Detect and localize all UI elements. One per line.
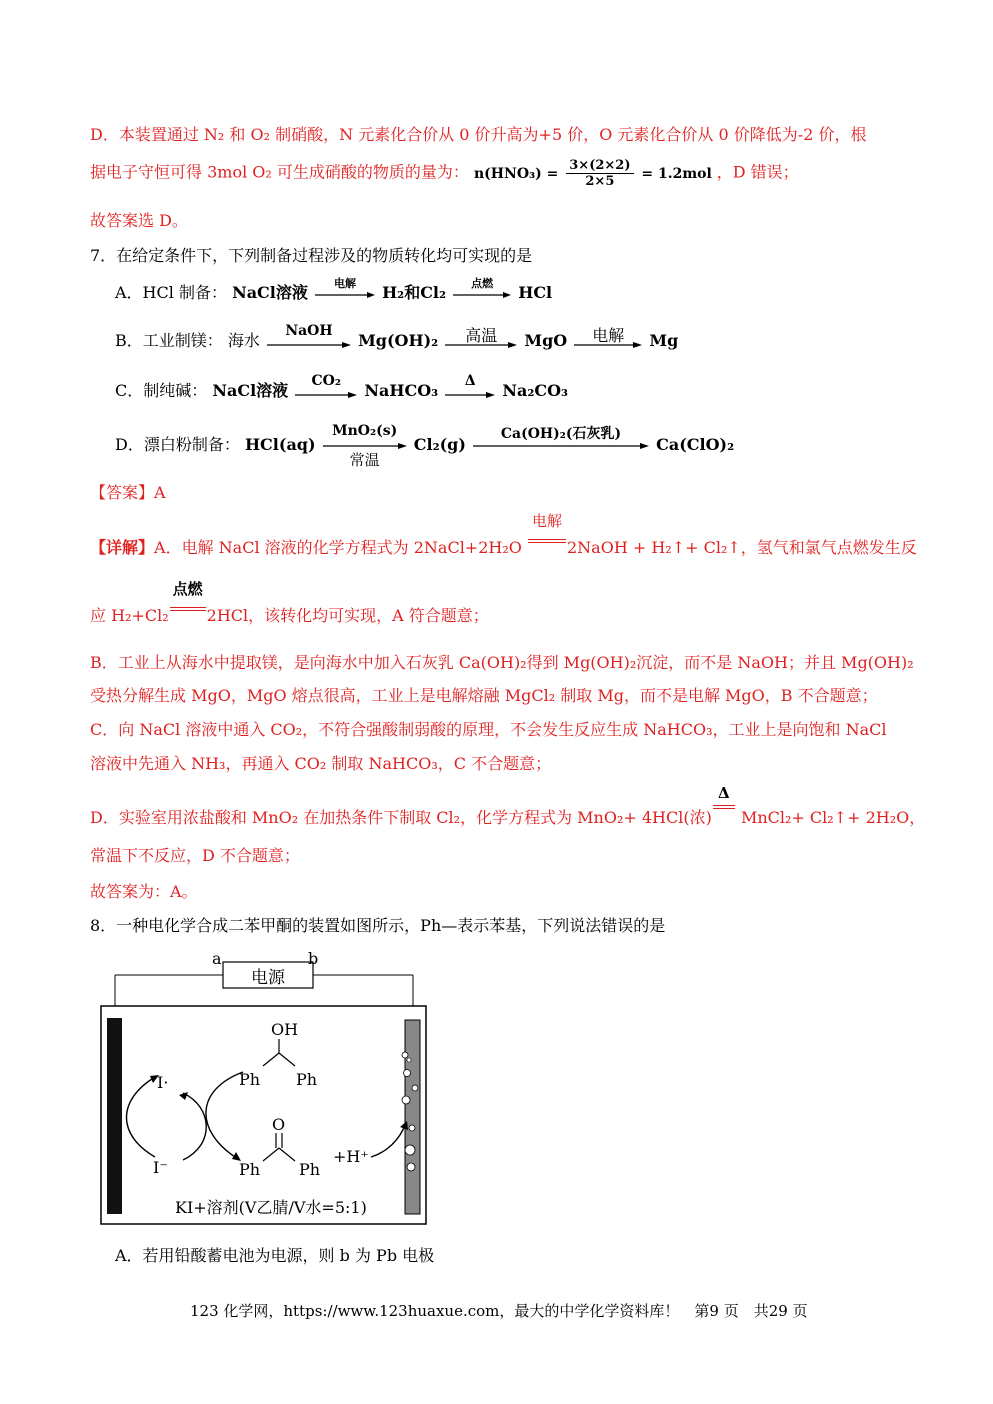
detail-text: MnCl₂+ Cl₂↑+ 2H₂O，	[735, 808, 926, 827]
detail-text: 2NaOH + H₂↑+ Cl₂↑，氢气和氯气点燃发生反	[566, 538, 917, 557]
q7-detail-c1: C．向 NaCl 溶液中通入 CO₂，不符合强酸制弱酸的原理，不会发生反应生成 NaHCO₃，工业上是向饱和 NaCl	[90, 720, 887, 739]
condition-text: Δ	[718, 784, 730, 802]
equal-line-top	[713, 805, 735, 806]
reaction-arrow	[574, 325, 642, 351]
electrolyte-label: KI+溶剂(V乙腈/V水=5:1)	[175, 1198, 367, 1217]
equation-condition	[528, 512, 566, 558]
q6-d-text: 据电子守恒可得 3mol O₂ 可生成硝酸的物质的量为：	[90, 162, 469, 182]
reaction-arrow	[453, 276, 511, 303]
species: HCl	[518, 283, 553, 302]
species: NaCl溶液	[212, 381, 289, 400]
fraction-denominator: 2×5	[585, 174, 615, 189]
q7-detail-d2: 常温下不反应，D 不合题意；	[90, 846, 300, 865]
arrow-condition: 电解	[333, 276, 356, 290]
equation-condition	[170, 580, 206, 626]
detail-text: A．电解 NaCl 溶液的化学方程式为 2NaCl+2H₂O	[154, 538, 522, 557]
condition-text: 点燃	[172, 580, 203, 598]
formula-lhs: n(HNO₃) =	[474, 165, 559, 182]
reaction-arrow	[267, 322, 351, 351]
species: H₂和Cl₂	[382, 283, 447, 302]
q7-detail-b2: 受热分解生成 MgO，MgO 熔点很高，工业上是电解熔融 MgCl₂ 制取 Mg，而不是电解 MgO，B 不合题意；	[90, 686, 878, 705]
q7-option-a	[115, 276, 553, 303]
hydroxyl-label: OH	[271, 1020, 299, 1039]
power-source-label: 电源	[251, 968, 285, 988]
formula-fraction	[566, 158, 633, 189]
arrow-condition: 点燃	[471, 276, 494, 290]
q7-option-b	[115, 322, 679, 351]
iodide-ion-label: I⁻	[153, 1158, 168, 1177]
arrow-condition: CO₂	[311, 372, 341, 389]
condition-text: 电解	[531, 512, 562, 530]
equal-line-bottom	[528, 542, 566, 543]
phenyl-label: Ph	[239, 1160, 261, 1179]
electrochemical-cell-diagram	[95, 945, 435, 1230]
q8-option-a: A．若用铅酸蓄电池为电源，则 b 为 Pb 电极	[115, 1246, 435, 1265]
reaction-arrow	[315, 276, 375, 303]
species: NaHCO₃	[364, 381, 439, 400]
arrow-condition: Ca(OH)₂(石灰乳)	[500, 425, 622, 442]
detail-text: 应 H₂+Cl₂	[90, 606, 169, 625]
q7-option-d	[115, 422, 735, 469]
equation-condition	[713, 784, 735, 828]
option-label: C．制纯碱：	[115, 381, 208, 400]
formula-rhs: = 1.2mol	[641, 165, 712, 182]
detail-text: D．实验室用浓盐酸和 MnO₂ 在加热条件下制取 Cl₂，化学方程式为 MnO₂+ 4HCl(浓)	[90, 808, 712, 827]
species: Mg	[649, 331, 679, 350]
q6-d-line2	[90, 158, 799, 189]
equal-line-top	[170, 607, 206, 608]
q6-d-tail: ，D 错误；	[716, 162, 799, 182]
q7-conclusion: 故答案为：A。	[90, 882, 198, 901]
option-label: D．漂白粉制备：	[115, 435, 240, 454]
arrow-condition: Δ	[464, 372, 476, 389]
reaction-arrow	[323, 422, 407, 469]
terminal-a-label: a	[212, 949, 222, 968]
species: Cl₂(g)	[413, 435, 466, 454]
equal-line-bottom	[170, 610, 206, 611]
phenyl-label: Ph	[299, 1160, 321, 1179]
phenyl-label: Ph	[296, 1070, 318, 1089]
q8-stem: 8．一种电化学合成二苯甲酮的装置如图所示，Ph—表示苯基，下列说法错误的是	[90, 916, 666, 935]
q7-option-c	[115, 372, 569, 401]
species: 海水	[227, 331, 260, 350]
arrow-condition: 高温	[465, 325, 498, 345]
q6-d-line1: D．本装置通过 N₂ 和 O₂ 制硝酸，N 元素化合价从 0 价升高为+5 价，O 元素化合价从 0 价降低为-2 价，根	[90, 125, 867, 144]
phenyl-label: Ph	[239, 1070, 261, 1089]
arrow-condition-top: MnO₂(s)	[332, 422, 398, 439]
species: NaCl溶液	[232, 283, 308, 302]
reaction-arrow	[445, 372, 495, 401]
reaction-arrow	[295, 372, 357, 401]
arrow-condition: 电解	[592, 325, 625, 345]
arrow-condition-bottom: 常温	[349, 450, 380, 469]
fraction-numerator: 3×(2×2)	[566, 158, 633, 174]
reaction-arrow	[473, 425, 649, 455]
option-label: B．工业制镁：	[115, 331, 223, 350]
species: Ca(ClO)₂	[656, 435, 735, 454]
q7-detail-a1	[90, 512, 917, 558]
q7-detail-d1	[90, 784, 926, 828]
q7-detail-c2: 溶液中先通入 NH₃，再通入 CO₂ 制取 NaHCO₃，C 不合题意；	[90, 754, 552, 773]
option-label: A．HCl 制备：	[115, 283, 227, 302]
q7-answer: 【答案】A	[90, 483, 166, 502]
page-footer: 123 化学网，https://www.123huaxue.com，最大的中学化学资料库！ 第9 页 共29 页	[190, 1302, 808, 1320]
q7-stem: 7．在给定条件下，下列制备过程涉及的物质转化均可实现的是	[90, 246, 533, 265]
terminal-b-label: b	[308, 949, 319, 968]
detail-tag: 【详解】	[90, 538, 155, 557]
reaction-arrow	[445, 325, 517, 351]
proton-label: +H⁺	[333, 1147, 369, 1166]
species: Mg(OH)₂	[358, 331, 439, 350]
species: MgO	[524, 331, 568, 350]
q6-conclusion: 故答案选 D。	[90, 211, 188, 230]
detail-text: 2HCl，该转化均可实现，A 符合题意；	[206, 606, 489, 625]
q7-detail-a2	[90, 580, 489, 626]
carbonyl-oxygen-label: O	[272, 1115, 286, 1134]
iodine-radical-label: I·	[157, 1073, 169, 1092]
q7-detail-b1: B．工业上从海水中提取镁，是向海水中加入石灰乳 Ca(OH)₂得到 Mg(OH)₂沉淀，而不是 NaOH；并且 Mg(OH)₂	[90, 653, 914, 672]
arrow-condition: NaOH	[285, 322, 333, 339]
equal-line-top	[528, 539, 566, 540]
species: Na₂CO₃	[502, 381, 569, 400]
equal-line-bottom	[713, 808, 735, 809]
species: HCl(aq)	[244, 435, 316, 454]
